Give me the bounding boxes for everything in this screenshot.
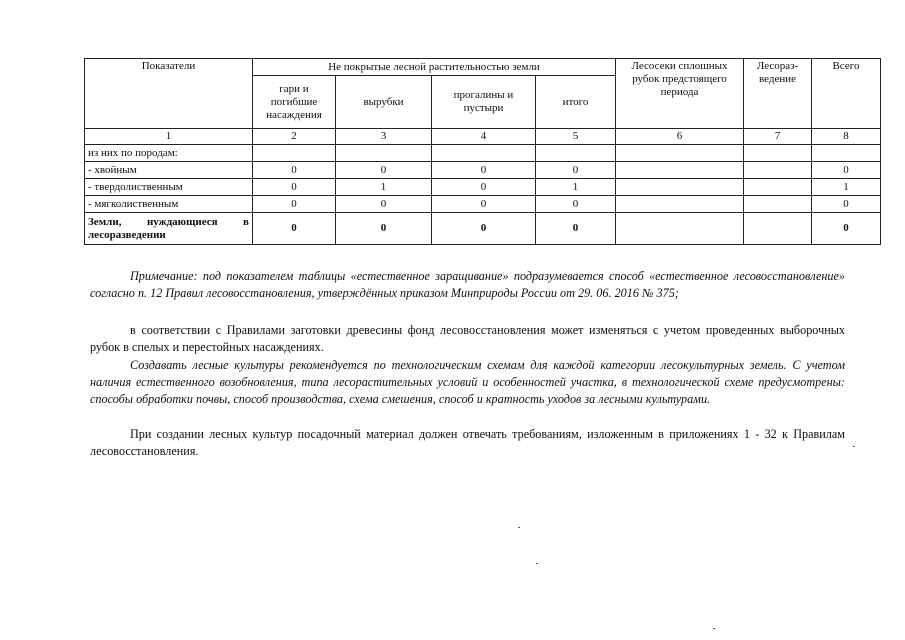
header-total: Всего: [812, 59, 881, 129]
header-glades: прогалины и пустыри: [432, 76, 536, 129]
table-cell: 0: [336, 162, 432, 179]
scan-speck: [518, 527, 520, 528]
note-paragraph: Примечание: под показателем таблицы «естественное заращивание» подразумевается способ «естественное лесовосстановление» согласно п. 12 Правил лесовосстановления, утверждённых приказом Минприроды России от 29. 06. 2016 № 375;: [90, 269, 845, 300]
header-cutting-areas: Лесосеки сплошных рубок предстоящего периода: [616, 59, 744, 129]
header-indicators: Показатели: [85, 59, 253, 129]
header-fellings: вырубки: [336, 76, 432, 129]
header-fires: гари и погибшие насаждения: [253, 76, 336, 129]
table-cell: [536, 145, 616, 162]
table-cell: 0: [536, 162, 616, 179]
planting-material-paragraph: При создании лесных культур посадочный материал должен отвечать требованиям, изложенным в приложениях 1 - 32 к Правилам лесовосстановления.: [90, 427, 845, 458]
table-row: [85, 213, 881, 245]
row-label: Земли, нуждающиеся в лесоразведении: [85, 213, 253, 245]
table-cell: [744, 145, 812, 162]
header-reforestation: Лесораз-ведение: [744, 59, 812, 129]
column-number: 8: [812, 129, 881, 145]
column-numbers-row: [85, 129, 881, 145]
column-number: 1: [85, 129, 253, 145]
table-cell: [744, 179, 812, 196]
table-cell: 0: [432, 162, 536, 179]
table-row: [85, 196, 881, 213]
column-number: 5: [536, 129, 616, 145]
table-cell: [616, 145, 744, 162]
table-cell: [616, 162, 744, 179]
table-cell: [744, 196, 812, 213]
table-cell: 0: [812, 213, 881, 245]
table-cell: 1: [536, 179, 616, 196]
table-cell: 0: [336, 213, 432, 245]
table-cell: [336, 145, 432, 162]
table-cell: 0: [536, 196, 616, 213]
table-cell: [432, 145, 536, 162]
row-label: - мягколиственным: [85, 196, 253, 213]
table-cell: 0: [432, 213, 536, 245]
table-cell: 0: [432, 179, 536, 196]
table-cell: [616, 213, 744, 245]
fund-paragraph: в соответствии с Правилами заготовки древесины фонд лесовосстановления может изменяться с учетом проведенных выборочных рубок в спелых и перестойных насаждениях.: [90, 323, 845, 354]
column-number: 4: [432, 129, 536, 145]
table-cell: 0: [253, 196, 336, 213]
row-label: из них по породам:: [85, 145, 253, 162]
table-cell: 0: [336, 196, 432, 213]
header-subtotal: итого: [536, 76, 616, 129]
table-cell: [812, 145, 881, 162]
table-cell: [616, 196, 744, 213]
forest-cultures-paragraph: Создавать лесные культуры рекомендуется по технологическим схемам для каждой категории лесокультурных земель. С учетом наличия естественного возобновления, типа лесорастительных условий и особенностей участка, в технологической схеме предусмотрены: способы обработки почвы, способ производства, схема смешения, способ и кратность уходов за лесными культурами.: [90, 358, 845, 406]
scan-speck: [853, 446, 855, 447]
scan-speck: [536, 563, 538, 564]
header-not-covered-lands: Не покрытые лесной растительностью земли: [253, 59, 616, 76]
table-row: [85, 162, 881, 179]
table-cell: [253, 145, 336, 162]
column-number: 2: [253, 129, 336, 145]
forest-land-table: [84, 58, 881, 245]
table-cell: 0: [253, 162, 336, 179]
table-cell: 0: [536, 213, 616, 245]
table-cell: [744, 213, 812, 245]
table-cell: 0: [432, 196, 536, 213]
table-cell: 0: [812, 196, 881, 213]
table-cell: 0: [253, 179, 336, 196]
table-cell: 0: [812, 162, 881, 179]
row-label: - хвойным: [85, 162, 253, 179]
table-cell: [744, 162, 812, 179]
table-cell: 1: [812, 179, 881, 196]
row-label: - твердолиственным: [85, 179, 253, 196]
table-cell: [616, 179, 744, 196]
column-number: 6: [616, 129, 744, 145]
table-row: [85, 145, 881, 162]
scan-speck: [713, 628, 715, 629]
table-cell: 0: [253, 213, 336, 245]
column-number: 3: [336, 129, 432, 145]
table-cell: 1: [336, 179, 432, 196]
column-number: 7: [744, 129, 812, 145]
table-row: [85, 179, 881, 196]
